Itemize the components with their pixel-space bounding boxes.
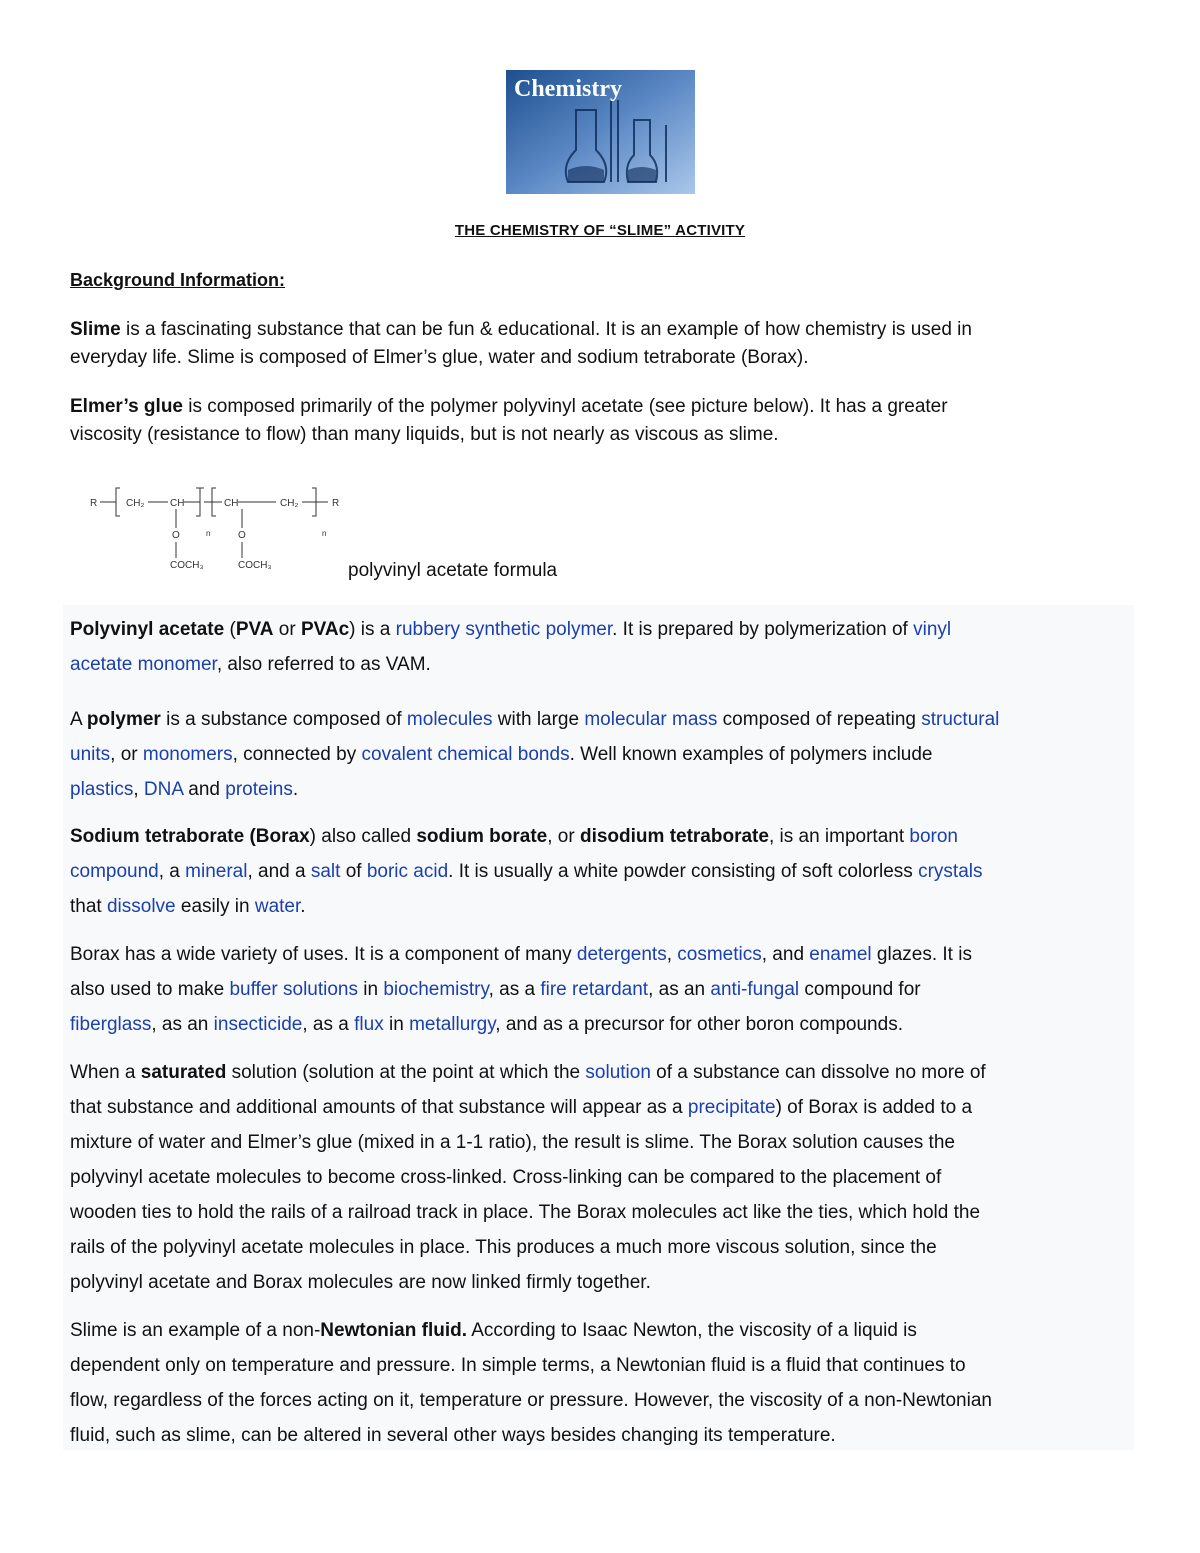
link-monomers[interactable]: monomers: [142, 744, 233, 765]
svg-text:R: R: [332, 498, 340, 509]
svg-text:CH: CH: [224, 498, 239, 509]
link-proteins[interactable]: proteins: [225, 779, 293, 800]
link-plastics[interactable]: plastics: [70, 779, 134, 800]
svg-text:COCH₃: COCH₃: [238, 560, 272, 571]
slime-intro-paragraph: Slime is a fascinating substance that can be fun & educational. It is an example of how chemistry is used in everyday life. Slime is composed of Elmer’s glue, water and sodium tetraborate (Borax).: [70, 319, 972, 368]
link-acetate-monomer[interactable]: acetate monomer: [70, 654, 217, 675]
link-vinyl[interactable]: vinyl: [913, 619, 952, 640]
link-covalent-chemical-bonds[interactable]: covalent chemical bonds: [361, 744, 570, 765]
link-solution[interactable]: solution: [585, 1062, 651, 1083]
svg-text:CH: CH: [170, 498, 185, 509]
link-detergents[interactable]: detergents: [576, 944, 667, 965]
link-cosmetics[interactable]: cosmetics: [677, 944, 762, 965]
link-buffer-solutions[interactable]: buffer solutions: [229, 979, 358, 1000]
link-precipitate[interactable]: precipitate: [687, 1097, 776, 1118]
svg-text:COCH₃: COCH₃: [170, 560, 204, 571]
pva-paragraph: Polyvinyl acetate (PVA or PVAc) is a rubbery synthetic polymer. It is prepared by polymerization of vinyl acetate monomer, also referred to as VAM.: [70, 619, 952, 675]
link-compound[interactable]: compound: [70, 861, 159, 882]
page-title: THE CHEMISTRY OF “SLIME” ACTIVITY: [454, 222, 746, 239]
elmers-glue-paragraph: Elmer’s glue is composed primarily of the polymer polyvinyl acetate (see picture below). It has a greater viscosity (resistance to flow) than many liquids, but is not nearly as viscous as slime.: [70, 396, 948, 445]
link-crystals[interactable]: crystals: [918, 861, 983, 882]
link-fiberglass[interactable]: fiberglass: [70, 1014, 152, 1035]
link-enamel[interactable]: enamel: [809, 944, 872, 965]
link-dissolve[interactable]: dissolve: [106, 896, 176, 917]
term-elmers-glue: Elmer’s glue: [70, 396, 183, 417]
svg-text:R: R: [90, 498, 98, 509]
link-boron[interactable]: boron: [909, 826, 959, 847]
link-rubbery-synthetic-polymer[interactable]: rubbery synthetic polymer: [395, 619, 613, 640]
background-heading: Background Information:: [70, 270, 285, 290]
link-structural[interactable]: structural: [921, 709, 1000, 730]
svg-text:CH₂: CH₂: [126, 498, 145, 509]
formula-caption: polyvinyl acetate formula: [348, 560, 558, 581]
link-dna[interactable]: DNA: [143, 779, 183, 800]
non-newtonian-paragraph: Slime is an example of a non-Newtonian fluid. According to Isaac Newton, the viscosity of a liquid is dependent only on temperature and pressure. In simple terms, a Newtonian fluid is a fluid that continues to flow, regardless of the forces acting on it, temperature or pressure. However, the viscosity of a non-Newtonian fluid, such as slime, can be altered in several other ways besides changing its temperature.: [70, 1320, 992, 1446]
svg-text:O: O: [238, 530, 246, 541]
link-water[interactable]: water: [254, 896, 301, 917]
link-units[interactable]: units: [70, 744, 111, 765]
borax-uses-paragraph: Borax has a wide variety of uses. It is a component of many detergents, cosmetics, and enamel glazes. It is also used to make buffer solutions in biochemistry, as a fire retardant, as an anti-fungal compound for fiberglass, as an insecticide, as a flux in metallurgy, and as a precursor for other boron compounds.: [70, 944, 972, 1035]
term-slime: Slime: [70, 319, 121, 340]
link-molecular-mass[interactable]: molecular mass: [584, 709, 718, 730]
link-insecticide[interactable]: insecticide: [213, 1014, 303, 1035]
svg-text:O: O: [172, 530, 180, 541]
svg-text:n: n: [206, 529, 211, 538]
link-fire-retardant[interactable]: fire retardant: [540, 979, 649, 1000]
link-salt[interactable]: salt: [310, 861, 341, 882]
link-anti-fungal[interactable]: anti-fungal: [710, 979, 800, 1000]
link-molecules[interactable]: molecules: [406, 709, 493, 730]
link-boric-acid[interactable]: boric acid: [366, 861, 449, 882]
saturated-solution-paragraph: When a saturated solution (solution at the point at which the solution of a substance can dissolve no more of that substance and additional amounts of that substance will appear as a precipitate) of Borax is added to a mixture of water and Elmer’s glue (mixed in a 1-1 ratio), the result is slime. The Borax solution causes the polyvinyl acetate molecules to become cross-linked. Cross-linking can be compared to the placement of wooden ties to hold the rails of a railroad track in place. The Borax molecules act like the ties, which hold the rails of the polyvinyl acetate molecules in place. This produces a much more viscous solution, since the polyvinyl acetate and Borax molecules are now linked firmly together.: [70, 1062, 986, 1293]
link-flux[interactable]: flux: [354, 1014, 384, 1035]
svg-text:n: n: [322, 529, 327, 538]
polymer-paragraph: A polymer is a substance composed of molecules with large molecular mass composed of repeating structural units, or monomers, connected by covalent chemical bonds. Well known examples of polymers include plastics, DNA and proteins.: [70, 709, 1000, 800]
chemistry-logo: [506, 70, 695, 194]
link-biochemistry[interactable]: biochemistry: [383, 979, 489, 1000]
link-metallurgy[interactable]: metallurgy: [409, 1014, 496, 1035]
logo-text: Chemistry: [514, 76, 622, 102]
svg-text:CH₂: CH₂: [280, 498, 299, 509]
polyvinyl-acetate-formula: [88, 482, 348, 574]
link-mineral[interactable]: mineral: [185, 861, 248, 882]
borax-paragraph: Sodium tetraborate (Borax) also called sodium borate, or disodium tetraborate, is an important boron compound, a mineral, and a salt of boric acid. It is usually a white powder consisting of soft colorless crystals that dissolve easily in water.: [70, 826, 983, 917]
